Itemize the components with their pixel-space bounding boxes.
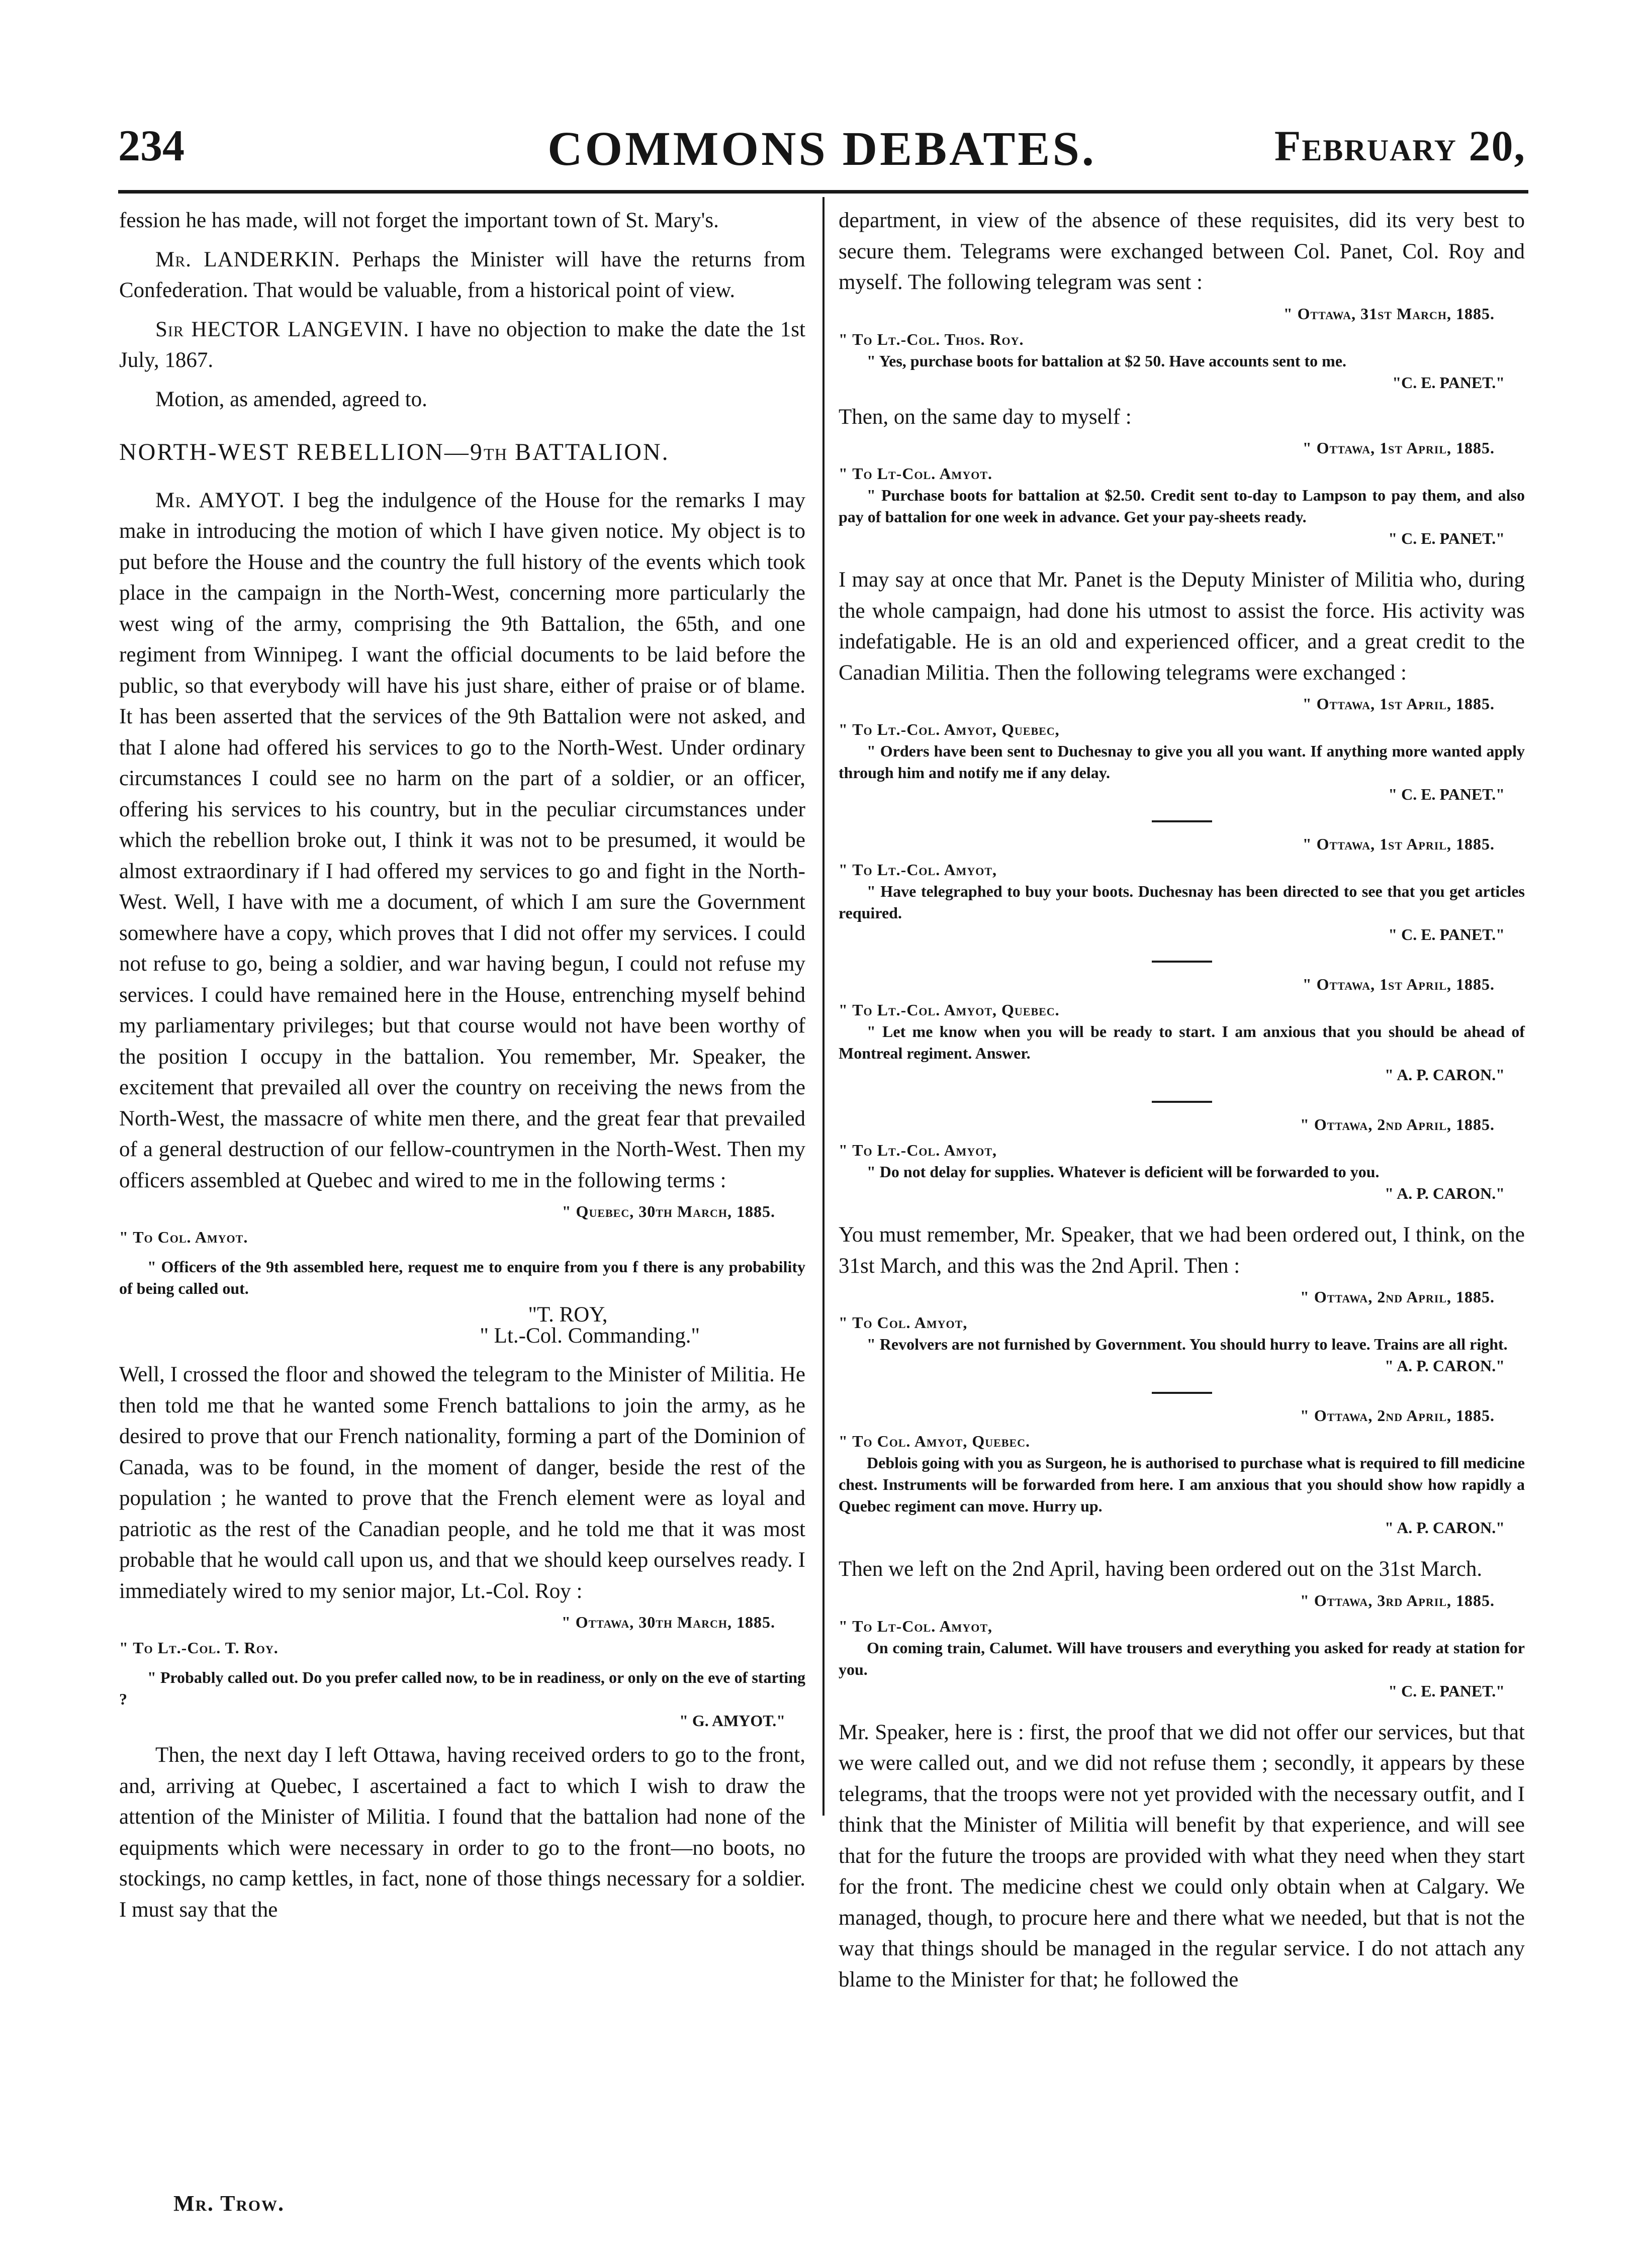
speaker-name: Mr. LANDERKIN. (155, 247, 340, 271)
telegram (839, 974, 1525, 1086)
right-column (839, 205, 1525, 1995)
paragraph (119, 244, 805, 306)
telegram-signature: " A. P. CARON." (1385, 1357, 1505, 1375)
telegram-body: Deblois going with you as Surgeon, he is authorised to purchase what is required to fill medicine chest. Instruments will be forwarded from here. I am anxious that you should show how rapidly a Quebec regiment can move. Hurry up. (839, 1454, 1525, 1515)
speaker-name: Mr. AMYOT. (155, 488, 285, 512)
telegram-recipient: " To Lt.-Col. T. Roy. (119, 1639, 279, 1657)
catchword: Mr. Trow. (173, 2191, 285, 2216)
paragraph: You must remember, Mr. Speaker, that we had been ordered out, I think, on the 31st March, and this was the 2nd April. Then : (839, 1223, 1525, 1278)
paragraph: Mr. Speaker, here is : first, the proof that we did not offer our services, but that we were called out, and we did not refuse them ; secondly, it appears by these telegrams, that the troops were not yet provided with the necessary outfit, and I think that the Minister of Militia will benefit by that experience, and will see that for the future the troops are provided with what they need when they start for the front. The medicine chest we could only obtain when at Calgary. We managed, though, to procure here and there what we needed, but that is not the way that things should be managed in the regular service. I do not attach any blame to the Minister for that; he followed the (839, 1720, 1525, 1992)
telegram-recipient: " To Col. Amyot. (119, 1228, 248, 1246)
paragraph: Then, the next day I left Ottawa, having received orders to go to the front, and, arriving at Quebec, I ascertained a fact to which I wish to draw the attention of the Minister of Militia. I found that the battalion had none of the equipments which were necessary in order to go to the front—no boots, no stockings, no camp kettles, in fact, none of those things necessary for a soldier. I must say that the (119, 1743, 805, 1922)
paragraph: Then we left on the 2nd April, having been ordered out on the 31st March. (839, 1557, 1483, 1581)
telegram (839, 1114, 1525, 1204)
paragraph: Motion, as amended, agreed to. (155, 387, 427, 411)
telegram-recipient: " To Lt.-Col. Amyot, Quebec, (839, 720, 1060, 738)
telegram-recipient: " To Col. Amyot, Quebec. (839, 1432, 1031, 1450)
telegram-recipient: " To Lt.-Col. Thos. Roy. (839, 330, 1024, 348)
telegram-signature: " A. P. CARON." (1385, 1184, 1505, 1202)
telegram-body: " Orders have been sent to Duchesnay to give you all you want. If anything more wanted apply through him and notify me if any delay. (839, 742, 1525, 782)
telegram-recipient: " To Lt-Col. Amyot. (839, 464, 992, 483)
page-number: 234 (118, 122, 185, 170)
heading-ordinal: th (483, 439, 508, 465)
telegram-signature: " A. P. CARON." (1385, 1066, 1505, 1084)
telegram-body: " Yes, purchase boots for battalion at $2 50. Have accounts sent to me. (867, 351, 1347, 370)
page-title: COMMONS DEBATES. (547, 122, 1096, 175)
telegram-signature: "C. E. PANET." (1392, 373, 1505, 392)
telegram (119, 1201, 805, 1299)
telegram (839, 1405, 1525, 1539)
telegram-signature: " G. AMYOT." (679, 1712, 785, 1730)
telegram-body: On coming train, Calumet. Will have trousers and everything you asked for ready at station for you. (839, 1638, 1525, 1678)
telegram-recipient: " To Col. Amyot, (839, 1313, 968, 1332)
telegram-separator (1152, 1392, 1212, 1394)
telegram-recipient: " To Lt.-Col. Amyot, (839, 861, 997, 879)
telegram-separator (1152, 961, 1212, 963)
telegram-body: " Have telegraphed to buy your boots. Duchesnay has been directed to see that you get articles required. (839, 882, 1525, 922)
telegram-separator (1152, 1101, 1212, 1103)
header-rule (118, 190, 1528, 194)
left-column (119, 205, 805, 1925)
paragraph: I may say at once that Mr. Panet is the Deputy Minister of Militia who, during the whole campaign, had done his utmost to assist the force. His activity was indefatigable. He is an old and experienced officer, and a great credit to the Canadian Militia. Then the following telegrams were exchanged : (839, 568, 1525, 685)
telegram-dateline: " Ottawa, 31st March, 1885. (1283, 304, 1495, 323)
page-date: February 20, (1274, 122, 1526, 170)
telegram-signature-title: " Lt.-Col. Commanding." (480, 1324, 700, 1348)
telegram (839, 1286, 1525, 1377)
speaker-name: Sir HECTOR LANGEVIN. (155, 317, 410, 341)
page-header (118, 121, 1526, 196)
telegram-recipient: " To Lt.-Col. Amyot, (839, 1141, 997, 1159)
paragraph: Well, I crossed the floor and showed the telegram to the Minister of Militia. He then told me that he wanted some French battalions to join the army, as he desired to prove that our French nationality, forming a part of the Dominion of Canada, was to be found, in the moment of danger, beside the rest of the population ; he wanted to prove that the French element were as loyal and patriotic as the rest of the Canadian people, and he told me that it was most probable that he would call upon us, and that we should keep ourselves ready. I immediately wired to my senior major, Lt.-Col. Roy : (119, 1363, 805, 1603)
telegram (839, 303, 1525, 394)
telegram-signature: " A. P. CARON." (1385, 1519, 1505, 1537)
paragraph: department, in view of the absence of these requisites, did its very best to secure them. Telegrams were exchanged between Col. Panet, Col. Roy and myself. The following telegram was sent : (839, 209, 1525, 294)
telegram-dateline: " Ottawa, 2nd April, 1885. (1300, 1288, 1495, 1306)
telegram-separator (1152, 820, 1212, 822)
telegram (839, 1590, 1525, 1702)
paragraph-text: I have no objection to make the date the 1st July, 1867. (119, 317, 805, 372)
telegram-signature: " C. E. PANET." (1388, 925, 1505, 943)
paragraph (119, 314, 805, 376)
telegram-body: " Probably called out. Do you prefer called now, to be in readiness, or only on the eve of starting ? (119, 1668, 805, 1708)
heading-text: BATTALION. (507, 439, 670, 465)
telegram-dateline: " Ottawa, 1st April, 1885. (1302, 439, 1495, 457)
telegram-body: " Purchase boots for battalion at $2.50. Credit sent to-day to Lampson to pay them, and also pay of battalion for one week in advance. Get your pay-sheets ready. (839, 486, 1525, 526)
paragraph: Then, on the same day to myself : (839, 405, 1132, 429)
telegram-dateline: " Ottawa, 1st April, 1885. (1302, 975, 1495, 993)
telegram-dateline: " Ottawa, 2nd April, 1885. (1300, 1406, 1495, 1425)
telegram-dateline: " Ottawa, 30th March, 1885. (561, 1613, 775, 1631)
telegram-signature: " C. E. PANET." (1388, 529, 1505, 547)
telegram (119, 1612, 805, 1732)
telegram (839, 833, 1525, 946)
telegram-signature: " C. E. PANET." (1388, 785, 1505, 803)
heading-text: NORTH-WEST REBELLION—9 (119, 439, 484, 465)
telegram-body: " Revolvers are not furnished by Government. You should hurry to leave. Trains are all right. (867, 1335, 1508, 1353)
telegram (839, 693, 1525, 805)
telegram-dateline: " Quebec, 30th March, 1885. (562, 1202, 775, 1220)
paragraph: fession he has made, will not forget the important town of St. Mary's. (119, 209, 719, 232)
telegram-body: " Let me know when you will be ready to start. I am anxious that you should be ahead of Montreal regiment. Answer. (839, 1022, 1525, 1062)
paragraph-text: Perhaps the Minister will have the returns from Confederation. That would be valuable, from a historical point of view. (119, 247, 805, 302)
paragraph (119, 485, 805, 1196)
telegram-signature: "T. ROY, (528, 1303, 608, 1327)
telegram-recipient: " To Lt-Col. Amyot, (839, 1617, 992, 1635)
telegram-dateline: " Ottawa, 1st April, 1885. (1302, 835, 1495, 853)
telegram-recipient: " To Lt.-Col. Amyot, Quebec. (839, 1001, 1060, 1019)
paragraph-text: I beg the indulgence of the House for the remarks I may make in introducing the motion of which I have given notice. My object is to put before the House and the country the full history of the events which took place in the campaign in the North-West, concerning more particularly the west wing of the army, comprising the 9th Battalion, the 65th, and one regiment from Winnipeg. I want the official documents to be laid before the public, so that everybody will have his just share, either of praise or of blame. It has been asserted that the services of the 9th Battalion were not asked, and that I alone had offered his services to go to the North-West. Under ordinary circumstances I could see no harm on the part of a soldier, or an officer, offering his services to his country, but in the peculiar circumstances under which the rebellion broke out, I think it was not to be presumed, it would be almost extraordinary if I had offered my services to go and fight in the North-West. Well, I have with me a document, of which I am sure the Government somewhere have a copy, which proves that I did not offer my services. I could not refuse to go, being a soldier, and war having begun, I could not refuse my services. I could have remained here in the House, entrenching myself behind my parliamentary privileges; but that course would not have been worthy of the position I occupy in the battalion. You remember, Mr. Speaker, the excitement that prevailed all over the country on receiving the news from the North-West, the massacre of white men there, and the great fear that prevailed of a general destruction of our fellow-countrymen in the North-West. Then my officers assembled at Quebec and wired to me in the following terms : (119, 488, 806, 1192)
column-divider (822, 197, 824, 1816)
telegram-body: " Officers of the 9th assembled here, request me to enquire from you f there is any probability of being called out. (119, 1258, 805, 1297)
telegram-dateline: " Ottawa, 2nd April, 1885. (1300, 1115, 1495, 1133)
telegram-signature: " C. E. PANET." (1388, 1681, 1505, 1700)
telegram-dateline: " Ottawa, 1st April, 1885. (1302, 695, 1495, 713)
section-heading (119, 437, 805, 468)
telegram (839, 437, 1525, 549)
telegram-dateline: " Ottawa, 3rd April, 1885. (1300, 1591, 1495, 1610)
telegram-body: " Do not delay for supplies. Whatever is deficient will be forwarded to you. (867, 1163, 1380, 1181)
